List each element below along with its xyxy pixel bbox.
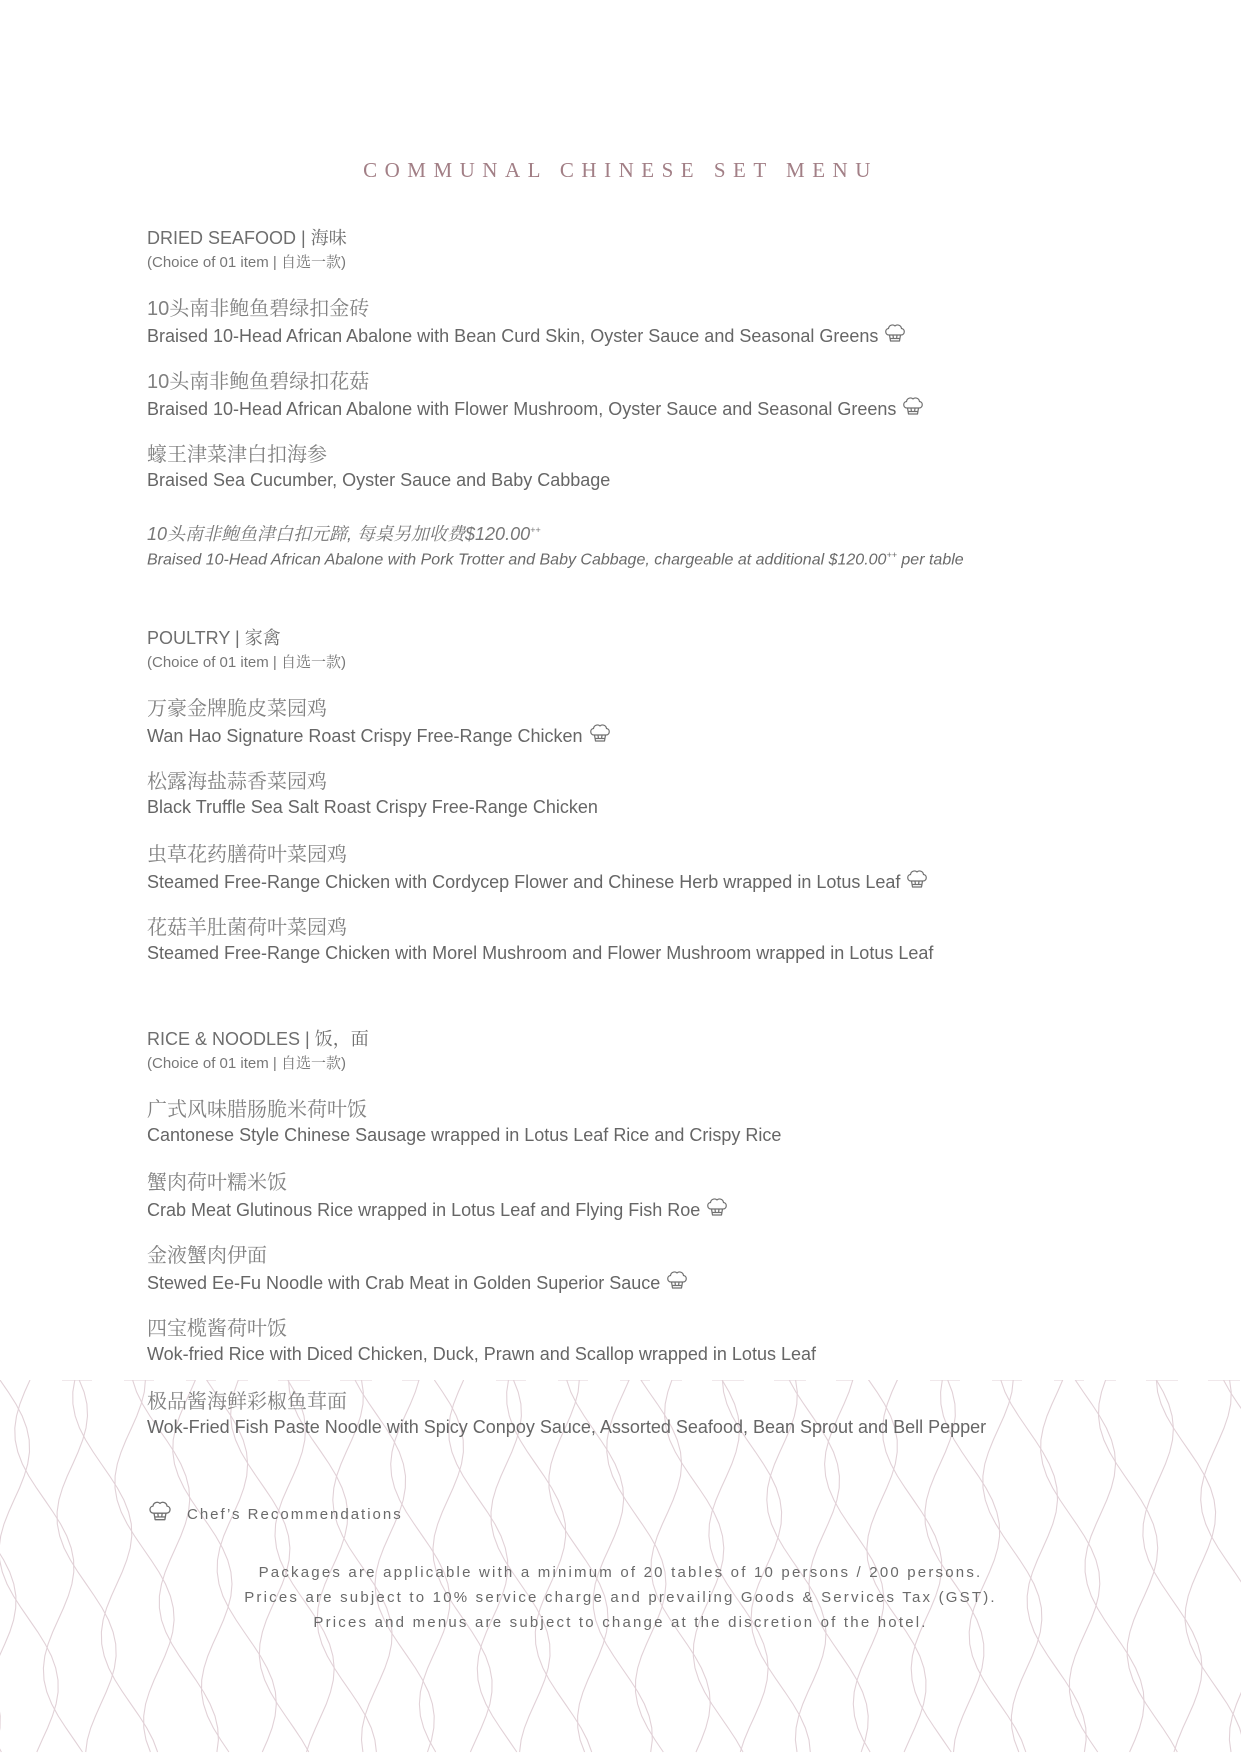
addon-name-en-tail: per table: [896, 551, 964, 569]
menu-item: [147, 915, 1147, 966]
menu-item: [147, 769, 1147, 820]
dish-name-en: Braised 10-Head African Abalone with Bean Curd Skin, Oyster Sauce and Seasonal Greens: [147, 326, 879, 346]
section-heading: DRIED SEAFOOD | 海味: [147, 228, 347, 248]
dish-name-zh: 花菇羊肚菌荷叶菜园鸡: [147, 917, 347, 939]
chef-hat-icon: [665, 1269, 689, 1291]
chef-hat-icon: [588, 722, 612, 744]
addon-zh-superscript: ++: [530, 525, 541, 535]
dish-name-zh: 松露海盐蒜香菜园鸡: [147, 771, 327, 793]
dish-name-en: Wok-fried Rice with Diced Chicken, Duck, Prawn and Scallop wrapped in Lotus Leaf: [147, 1344, 816, 1364]
chef-hat-icon: [901, 395, 925, 417]
dish-name-zh: 虫草花药膳荷叶菜园鸡: [147, 844, 347, 866]
dish-name-zh: 蟹肉荷叶糯米饭: [147, 1172, 287, 1194]
dish-name-en: Black Truffle Sea Salt Roast Crispy Free-Range Chicken: [147, 797, 598, 817]
dish-name-en: Braised Sea Cucumber, Oyster Sauce and Baby Cabbage: [147, 470, 611, 490]
menu-item: [147, 369, 1147, 420]
section-dried-seafood: [147, 225, 1147, 568]
dish-name-en: Cantonese Style Chinese Sausage wrapped in Lotus Leaf Rice and Crispy Rice: [147, 1125, 782, 1145]
dish-name-en: Crab Meat Glutinous Rice wrapped in Lotus Leaf and Flying Fish Roe: [147, 1200, 701, 1220]
menu-item: [147, 1389, 1147, 1440]
chef-recommendation-legend: [147, 1499, 403, 1527]
menu-title: COMMUNAL CHINESE SET MENU: [363, 158, 878, 182]
addon-name-zh: 10头南非鲍鱼津白扣元蹄, 每桌另加收费$120.00: [147, 524, 531, 544]
menu-item: [147, 842, 1147, 893]
dish-name-zh: 10头南非鲍鱼碧绿扣金砖: [147, 298, 370, 320]
chef-hat-icon: [883, 322, 907, 344]
menu-item: [147, 1316, 1147, 1367]
dish-name-en: Wan Hao Signature Roast Crispy Free-Range Chicken: [147, 726, 583, 746]
section-choice-note: (Choice of 01 item | 自选一款): [147, 254, 346, 271]
dish-name-en: Wok-Fried Fish Paste Noodle with Spicy Conpoy Sauce, Assorted Seafood, Bean Sprout and Bell Pepper: [147, 1417, 987, 1437]
dish-name-en: Stewed Ee-Fu Noodle with Crab Meat in Golden Superior Sauce: [147, 1273, 661, 1293]
note-line: Packages are applicable with a minimum of 20 tables of 10 persons / 200 persons.: [258, 1564, 983, 1581]
menu-item: [147, 442, 1147, 493]
chef-hat-icon: [905, 868, 929, 890]
chef-hat-icon: [147, 1499, 173, 1523]
note-line: Prices are subject to 10% service charge and prevailing Goods & Services Tax (GST).: [244, 1589, 997, 1606]
dish-name-zh: 广式风味腊肠脆米荷叶饭: [147, 1099, 367, 1121]
addon-item: [147, 517, 1147, 568]
dish-name-en: Braised 10-Head African Abalone with Flower Mushroom, Oyster Sauce and Seasonal Greens: [147, 399, 897, 419]
menu-item: [147, 296, 1147, 347]
menu-item: [147, 696, 1147, 747]
menu-item: [147, 1170, 1147, 1221]
section-rice-noodles: [147, 1026, 1147, 1440]
chef-hat-icon: [705, 1196, 729, 1218]
dish-name-zh: 四宝榄酱荷叶饭: [147, 1318, 287, 1340]
menu-item: [147, 1243, 1147, 1294]
section-choice-note: (Choice of 01 item | 自选一款): [147, 1055, 346, 1072]
addon-name-en: Braised 10-Head African Abalone with Pork Trotter and Baby Cabbage, chargeable at additional $120.00: [147, 551, 887, 569]
dish-name-en: Steamed Free-Range Chicken with Morel Mushroom and Flower Mushroom wrapped in Lotus Leaf: [147, 943, 934, 963]
section-heading: RICE & NOODLES | 饭，面: [147, 1029, 369, 1049]
section-poultry: [147, 625, 1147, 966]
legend-label: Chef’s Recommendations: [187, 1506, 403, 1523]
dish-name-zh: 蠔王津菜津白扣海参: [147, 444, 327, 466]
dish-name-zh: 极品酱海鲜彩椒鱼茸面: [147, 1391, 347, 1413]
section-heading: POULTRY | 家禽: [147, 628, 281, 648]
dish-name-zh: 10头南非鲍鱼碧绿扣花菇: [147, 371, 370, 393]
note-line: Prices and menus are subject to change at the discretion of the hotel.: [313, 1614, 928, 1631]
dish-name-zh: 万豪金牌脆皮菜园鸡: [147, 698, 327, 720]
dish-name-en: Steamed Free-Range Chicken with Cordycep Flower and Chinese Herb wrapped in Lotus Leaf: [147, 872, 901, 892]
menu-item: [147, 1097, 1147, 1148]
dish-name-zh: 金液蟹肉伊面: [147, 1245, 267, 1267]
section-choice-note: (Choice of 01 item | 自选一款): [147, 654, 346, 671]
addon-en-superscript: ++: [886, 550, 897, 560]
terms-notes: [0, 1560, 1241, 1635]
